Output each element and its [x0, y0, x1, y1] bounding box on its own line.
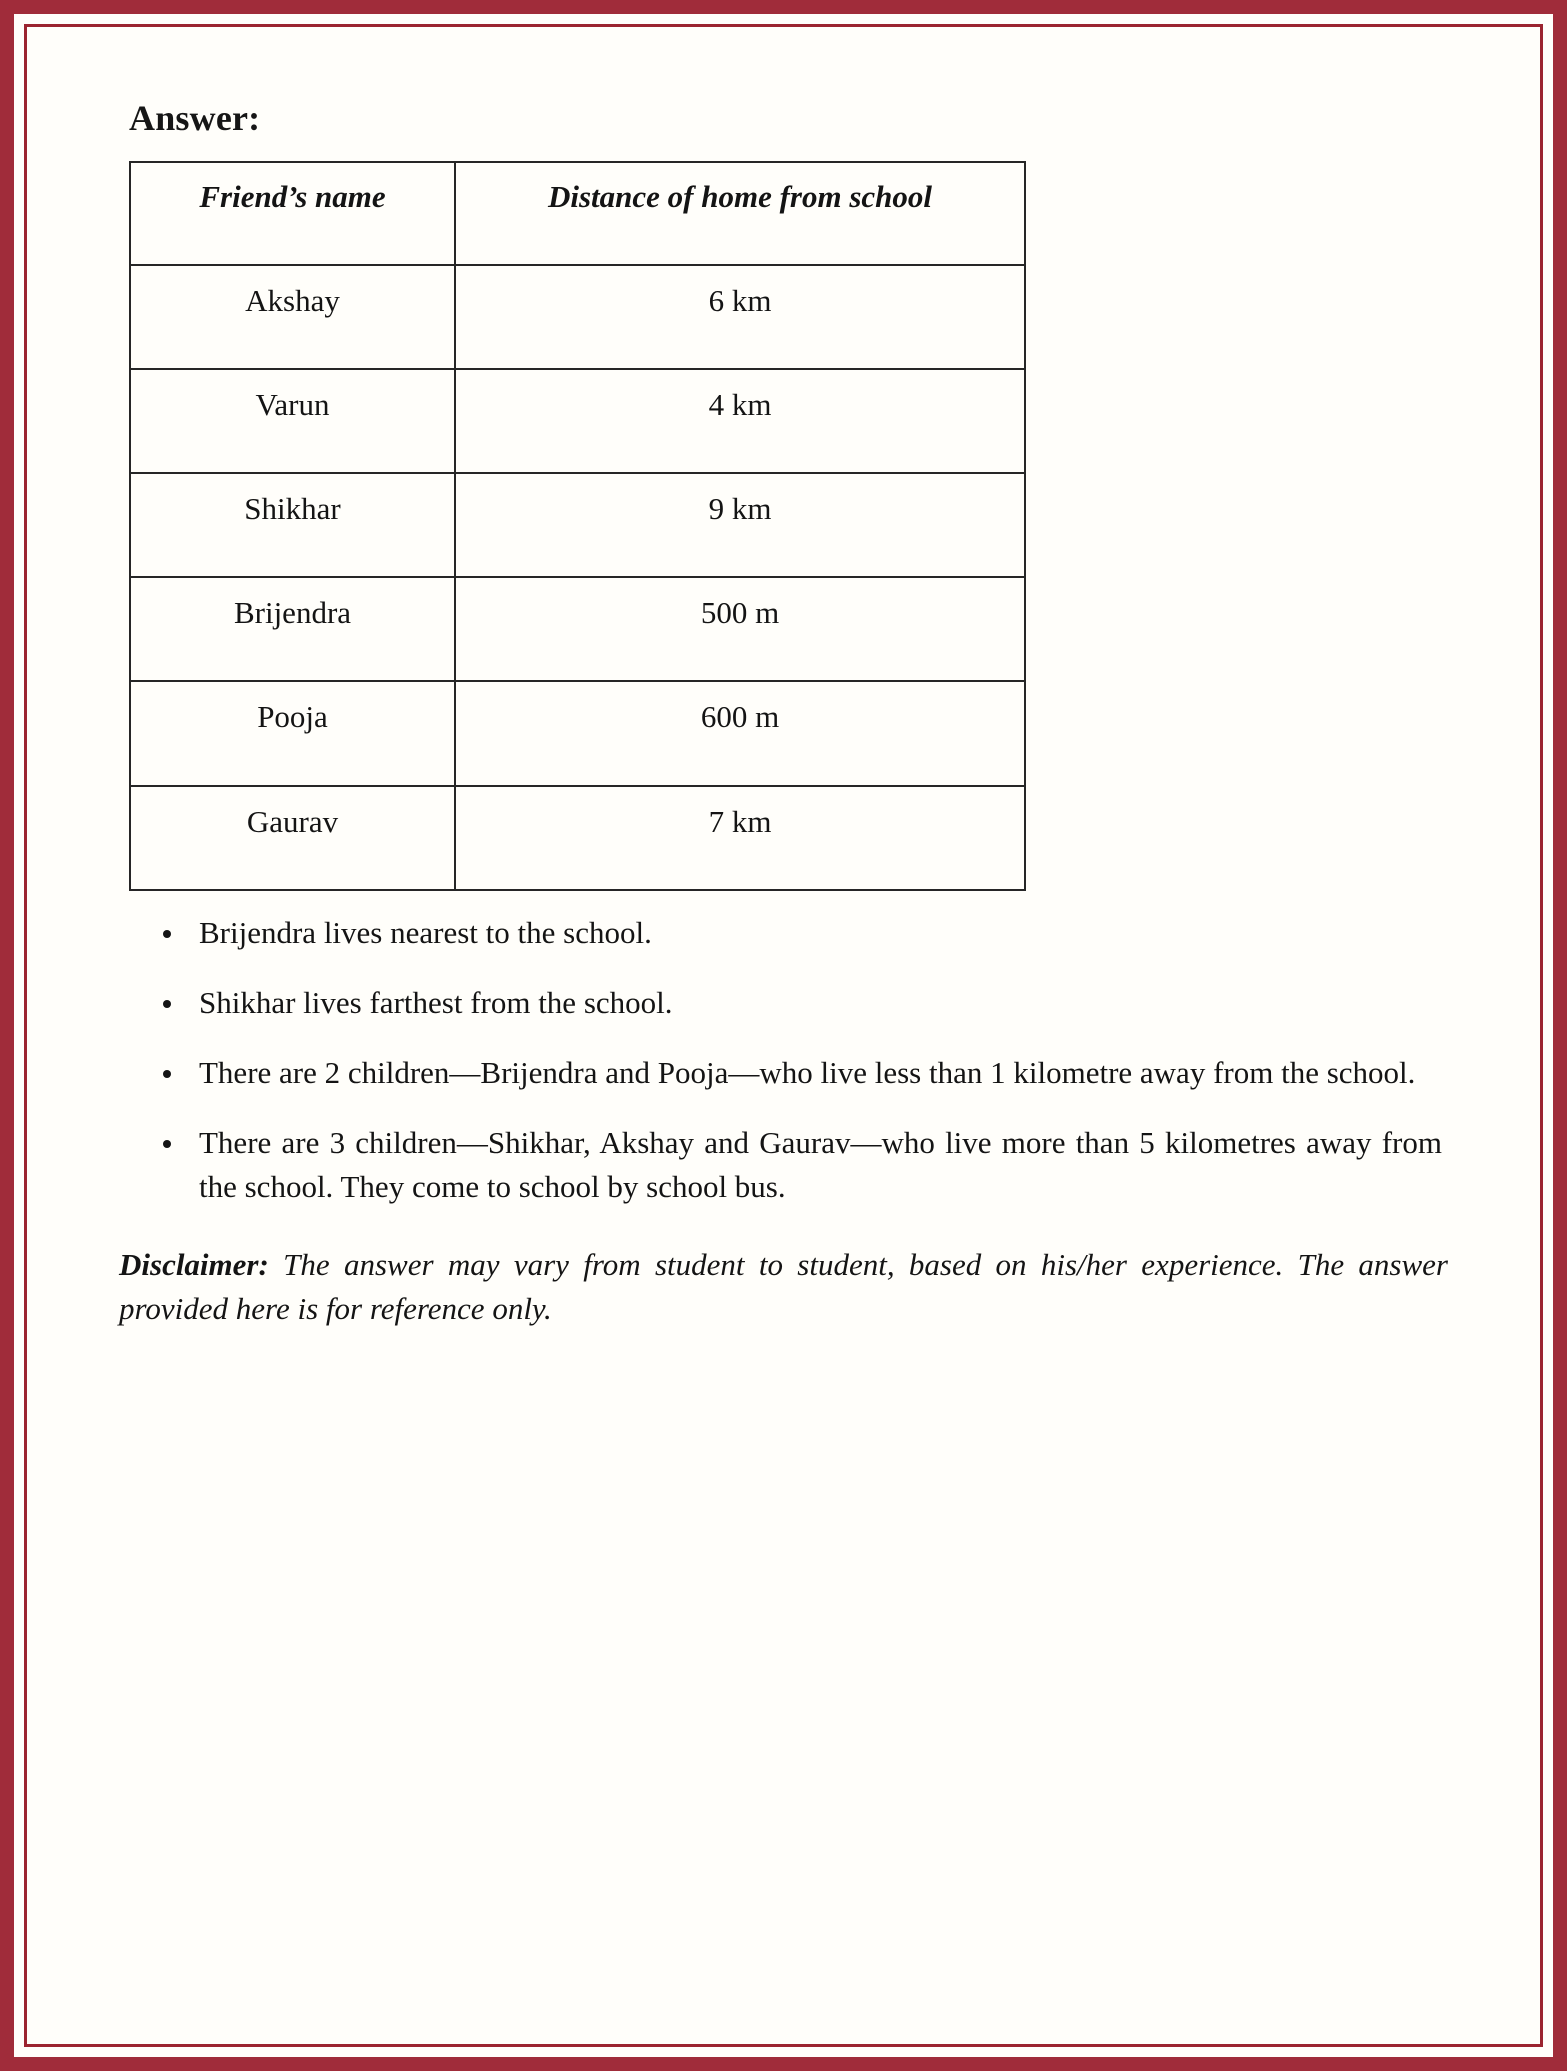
- list-item: Shikhar lives farthest from the school.: [119, 981, 1448, 1025]
- table-row: [130, 265, 1025, 369]
- cell-name: [130, 473, 455, 577]
- disclaimer-paragraph: [119, 1243, 1448, 1331]
- table-row: [130, 577, 1025, 681]
- friend-name: Akshay: [245, 283, 340, 319]
- table-header-row: [130, 162, 1025, 265]
- cell-distance: [455, 577, 1025, 681]
- friend-name: Shikhar: [244, 491, 341, 527]
- list-item: Brijendra lives nearest to the school.: [119, 911, 1448, 955]
- cell-distance: [455, 473, 1025, 577]
- disclaimer-label: Disclaimer:: [119, 1246, 269, 1282]
- friends-distance-table: [129, 161, 1026, 891]
- friend-distance: 4 km: [708, 387, 772, 423]
- cell-name: [130, 681, 455, 785]
- list-item: There are 2 children—Brijendra and Pooja—who live less than 1 kilometre away from the school.: [119, 1051, 1448, 1095]
- observations-list: [119, 911, 1448, 1209]
- friend-name: Brijendra: [233, 595, 352, 631]
- friend-name: Gaurav: [246, 803, 339, 839]
- friend-distance: 7 km: [708, 803, 772, 839]
- document-sheet: [27, 27, 1540, 2044]
- cell-name: [130, 786, 455, 890]
- table-row: [130, 473, 1025, 577]
- friend-distance: 9 km: [708, 491, 772, 527]
- column-header-distance: Distance of home from school: [547, 179, 933, 214]
- answer-heading: Answer:: [129, 98, 261, 138]
- cell-name: [130, 265, 455, 369]
- table-row: [130, 369, 1025, 473]
- friend-name: Varun: [255, 387, 330, 423]
- table-row: [130, 786, 1025, 890]
- cell-distance: [455, 265, 1025, 369]
- list-item: There are 3 children—Shikhar, Akshay and Gaurav—who live more than 5 kilometres away from the school. They come to school by school bus.: [119, 1121, 1448, 1209]
- cell-distance: [455, 369, 1025, 473]
- cell-name: [130, 369, 455, 473]
- cell-distance: [455, 786, 1025, 890]
- table-header-cell-name: [130, 162, 455, 265]
- table-header-cell-distance: [455, 162, 1025, 265]
- friend-distance: 600 m: [700, 699, 780, 735]
- disclaimer-text: The answer may vary from student to student, based on his/her experience. The answer provided here is for reference only.: [119, 1246, 1448, 1326]
- friend-distance: 6 km: [708, 283, 772, 319]
- table-row: [130, 681, 1025, 785]
- friend-name: Pooja: [257, 699, 328, 735]
- cell-distance: [455, 681, 1025, 785]
- cell-name: [130, 577, 455, 681]
- column-header-friends-name: Friend’s name: [199, 179, 386, 214]
- friend-distance: 500 m: [700, 595, 780, 631]
